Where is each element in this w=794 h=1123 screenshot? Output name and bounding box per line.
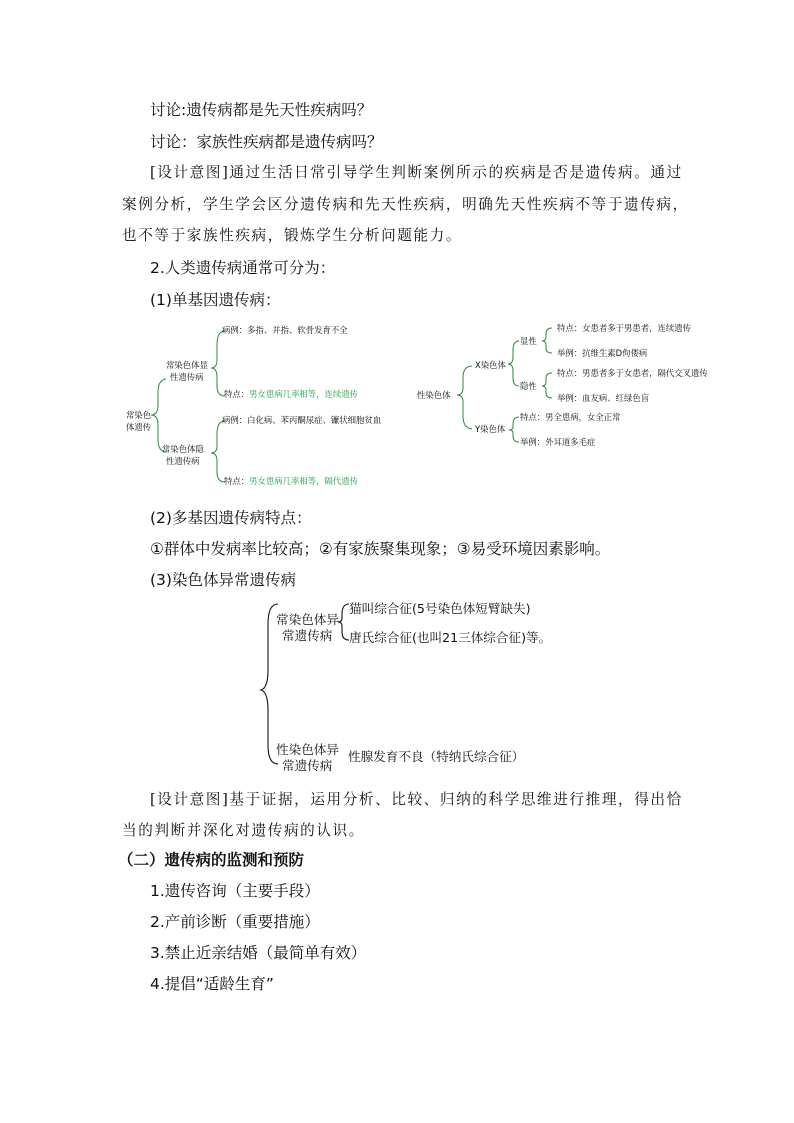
dominant-bracket <box>211 331 225 396</box>
x-recessive-bracket <box>542 373 552 398</box>
x-dominant-label: 显性 <box>520 336 537 346</box>
autosomal-root-label-1: 常染色 <box>126 410 152 420</box>
single-gene-heading: (1)单基因遗传病： <box>150 291 281 309</box>
recessive-bracket <box>211 421 225 482</box>
cri-du-chat-syndrome: 猫叫综合征(5号染色体短臂缺失) <box>349 601 531 616</box>
sex-abnormal-label-1: 性染色体异 <box>276 742 339 757</box>
prevention-item-3: 3.禁止近亲结婚（最简单有效） <box>150 944 367 962</box>
chromosome-abnormal-bracket <box>261 604 278 764</box>
prevention-item-2: 2.产前诊断（重要措施） <box>150 913 320 931</box>
down-syndrome: 唐氏综合征(也叫21三体综合征)等。 <box>349 630 552 645</box>
dominant-example: 病例：多指、并指、软骨发育不全 <box>222 325 348 335</box>
y-example: 举例：外耳道多毛症 <box>520 437 596 447</box>
root-bracket <box>151 379 166 452</box>
prevention-item-1: 1.遗传咨询（主要手段） <box>150 882 320 900</box>
feature-prefix: 特点： <box>224 476 250 486</box>
autosomal-abnormal-label-2: 常遗传病 <box>282 628 333 643</box>
prevention-item-4: 4.提倡“适龄生育” <box>150 975 274 993</box>
design-intent-1-line-3: 也不等于家族性疾病，锻炼学生分析问题能力。 <box>122 227 463 244</box>
autosomal-recessive-label-1: 常染色体隐 <box>162 444 204 454</box>
x-dominant-example: 举例：抗维生素D佝偻病 <box>557 348 648 358</box>
autosomal-abnormal-label-1: 常染色体异 <box>276 612 339 627</box>
x-recessive-feature: 特点：男患者多于女患者，隔代交叉遗传 <box>557 368 708 378</box>
feature-prefix: 特点： <box>224 389 250 399</box>
x-dominant-bracket <box>542 328 552 353</box>
design-intent-1-line-1: [设计意图]通过生活日常引导学生判断案例所示的疾病是否是遗传病。通过 <box>150 164 683 181</box>
multi-gene-heading: (2)多基因遗传病特点： <box>150 509 312 527</box>
x-chromosome-label: X染色体 <box>475 360 506 370</box>
x-dominant-feature: 特点：女患者多于男患者，连续遗传 <box>557 323 691 333</box>
recessive-feature-text: 男女患病几率相等，隔代遗传 <box>249 476 358 486</box>
sex-chromosome-label: 性染色体 <box>417 390 451 400</box>
auto-abnormal-bracket <box>338 604 349 640</box>
dominant-feature <box>224 390 358 398</box>
design-intent-2-line-2: 当的判断并深化对遗传病的认识。 <box>122 822 365 839</box>
y-chrom-bracket <box>509 417 519 442</box>
autosomal-recessive-label-2: 性遗传病 <box>166 456 200 466</box>
autosomal-root-label-2: 体遗传 <box>126 422 152 432</box>
x-chrom-bracket <box>508 341 519 386</box>
recessive-feature <box>224 477 358 485</box>
x-recessive-label: 隐性 <box>520 381 537 391</box>
sex-abnormal-label-2: 常遗传病 <box>282 758 333 773</box>
x-recessive-example: 举例：血友病、红绿色盲 <box>557 393 650 403</box>
autosomal-dominant-label-2: 性遗传病 <box>170 372 204 382</box>
prevention-heading: （二）遗传病的监测和预防 <box>118 851 305 869</box>
design-intent-2-line-1: [设计意图]基于证据，运用分析、比较、归纳的科学思维进行推理，得出恰 <box>150 791 683 808</box>
discussion-question-1: 讨论:遗传病都是先天性疾病吗？ <box>150 101 373 119</box>
discussion-question-2: 讨论：家族性疾病都是遗传病吗？ <box>150 133 383 151</box>
chromosome-abnormal-heading: (3)染色体异常遗传病 <box>150 571 296 589</box>
multi-gene-features: ①群体中发病率比较高；②有家族聚集现象；③易受环境因素影响。 <box>150 540 611 558</box>
dominant-feature-text: 男女患病几率相等，连续遗传 <box>249 389 358 399</box>
sex-chrom-bracket <box>457 366 472 429</box>
classification-heading: 2.人类遗传病通常可分为： <box>150 259 336 277</box>
recessive-example: 病例：白化病、苯丙酮尿症、镰状细胞贫血 <box>222 415 382 425</box>
autosomal-dominant-label-1: 常染色体显 <box>166 360 208 370</box>
y-chromosome-label: Y染色体 <box>475 424 506 434</box>
y-feature: 特点：男全患病，女全正常 <box>520 412 621 422</box>
turner-syndrome: 性腺发育不良（特纳氏综合征） <box>348 749 525 764</box>
design-intent-1-line-2: 案例分析，学生学会区分遗传病和先天性疾病，明确先天性疾病不等于遗传病， <box>122 196 689 213</box>
